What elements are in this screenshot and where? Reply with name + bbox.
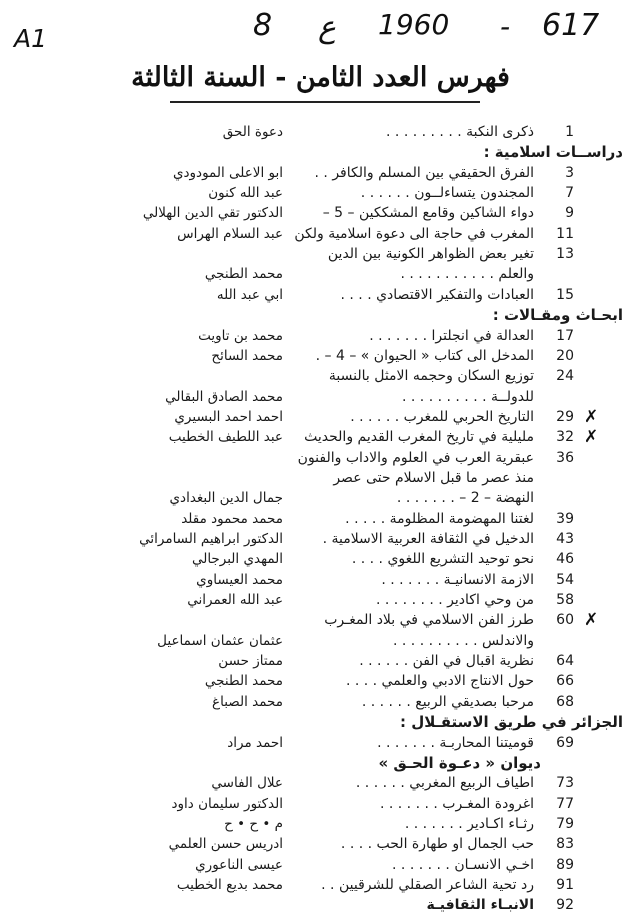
article-title: الفرق الحقيقي بين المسلم والكافر . . [314, 165, 534, 181]
title-underline [170, 101, 480, 103]
handwritten-check-mark: ✗ [584, 610, 599, 630]
section-title: دراســات اسلامية : [483, 143, 623, 161]
index-entry [0, 895, 641, 915]
index-entry [0, 590, 641, 610]
index-entry [0, 610, 641, 630]
handwritten-day: 8 [253, 8, 273, 43]
article-title: نظرية اقبال في الفن . . . . . . [359, 653, 534, 669]
page-number: 91 [556, 877, 574, 893]
handwritten-reference: 617 [542, 8, 600, 43]
index-entry [0, 814, 641, 834]
page-number: 77 [556, 796, 574, 812]
index-entry [0, 244, 641, 264]
index-entry [0, 509, 641, 529]
page-number: 11 [556, 226, 574, 242]
index-entry [0, 468, 641, 488]
page-number: 79 [556, 816, 574, 832]
index-entry [0, 570, 641, 590]
index-entry [0, 407, 641, 427]
article-title: لغتنا المهضومة المظلومة . . . . . [345, 511, 534, 527]
index-entry [0, 875, 641, 895]
page-number: 3 [565, 165, 574, 181]
article-author: عبد السلام الهراس [177, 226, 283, 242]
page-number: 89 [556, 857, 574, 873]
index-entry [0, 692, 641, 712]
article-title: توزيع السكان وحجمه الامثل بالنسبة [328, 368, 534, 384]
article-author: احمد مراد [227, 735, 283, 751]
handwritten-check-mark: ✗ [584, 407, 599, 427]
section-heading [0, 753, 641, 773]
handwritten-separator: - [500, 10, 511, 43]
article-author: ادريس حسن العلمي [168, 836, 283, 852]
index-entry [0, 733, 641, 753]
article-author: محمد محمود مقلد [181, 511, 283, 527]
article-title: طرز الفن الاسلامي في بلاد المغـرب [324, 612, 534, 628]
index-entry [0, 651, 641, 671]
article-author: ابي عبد الله [216, 287, 283, 303]
article-title: مرحبا بصديقي الربيع . . . . . . [361, 694, 534, 710]
article-author: محمد الصباغ [212, 694, 283, 710]
article-author: ممتاز حسن [218, 653, 283, 669]
index-entry [0, 183, 641, 203]
article-title: والاندلس . . . . . . . . . . [393, 633, 534, 649]
page-number: 39 [556, 511, 574, 527]
article-author: م • ح • ح [224, 816, 283, 832]
index-entry [0, 346, 641, 366]
article-author: محمد بديع الخطيب [176, 877, 283, 893]
article-title: المدخل الى كتاب « الحيوان » – 4 – . [315, 348, 534, 364]
article-title: الدخيل في الثقافة العربية الاسلامية . [322, 531, 534, 547]
article-author: محمد الصادق البقالي [165, 389, 283, 405]
page-number: 29 [556, 409, 574, 425]
article-title: المجندون يتساءلــون . . . . . . [360, 185, 534, 201]
article-author: المهدي البرجالي [191, 551, 283, 567]
page-number: 24 [556, 368, 574, 384]
article-author: محمد الطنجي [204, 266, 283, 282]
article-title: اطياف الربيع المغربي . . . . . . [355, 775, 534, 791]
section-heading [0, 142, 641, 162]
article-author: عثمان عثمان اسماعيل [157, 633, 283, 649]
page-number: 64 [556, 653, 574, 669]
article-title: والعلم . . . . . . . . . . . [400, 266, 534, 282]
article-title: تغير بعض الظواهر الكونية بين الدين [327, 246, 534, 262]
page-title: فهرس العدد الثامن - السنة الثالثة [131, 62, 510, 93]
article-title: ذكرى النكبة . . . . . . . . . [386, 124, 534, 140]
index-entry [0, 794, 641, 814]
page-number: 32 [556, 429, 574, 445]
article-title: حول الانتاج الادبي والعلمي . . . . [345, 673, 534, 689]
section-title: الجزائر في طريق الاستقـلال : [399, 713, 623, 731]
article-title: حب الجمال او طهارة الحب . . . . [340, 836, 534, 852]
index-entry [0, 387, 641, 407]
page-number: 54 [556, 572, 574, 588]
section-title: ابحـاث ومقـالات : [492, 306, 623, 324]
article-title: الازمة الانسانيـة . . . . . . . [381, 572, 534, 588]
handwritten-check-mark: ✗ [584, 427, 599, 447]
article-author: الدكتور سليمان داود [171, 796, 283, 812]
article-author: محمد السائح [211, 348, 283, 364]
section-heading [0, 712, 641, 732]
index-entry [0, 326, 641, 346]
article-author: محمد الطنجي [204, 673, 283, 689]
index-entry [0, 855, 641, 875]
article-author: الدكتور ابراهيم السامرائي [139, 531, 283, 547]
article-title: الانبـاء الثقافيـة [426, 897, 534, 913]
index-entry [0, 264, 641, 284]
page-number: 15 [556, 287, 574, 303]
index-entry [0, 448, 641, 468]
index-entry [0, 549, 641, 569]
article-title: منذ عصر ما قبل الاسلام حتى عصر [333, 470, 534, 486]
index-entry [0, 366, 641, 386]
page-number: 60 [556, 612, 574, 628]
article-title: التاريخ الحربي للمغرب . . . . . . [350, 409, 534, 425]
handwritten-month: ع [318, 10, 336, 45]
article-title: العبادات والتفكير الاقتصادي . . . . [340, 287, 534, 303]
index-entry [0, 163, 641, 183]
article-author: الدكتور تقي الدين الهلالي [142, 205, 283, 221]
article-author: جمال الدين البغدادي [169, 490, 283, 506]
index-entry [0, 203, 641, 223]
page-number: 46 [556, 551, 574, 567]
index-entry [0, 631, 641, 651]
article-title: رد تحية الشاعر الصقلي للشرقيين . . [321, 877, 534, 893]
article-title: للدولــة . . . . . . . . . . [402, 389, 534, 405]
page-number: 9 [565, 205, 574, 221]
handwritten-corner-code: A1 [14, 24, 48, 53]
page-number: 73 [556, 775, 574, 791]
index-entry [0, 224, 641, 244]
index-entry [0, 285, 641, 305]
article-title: عبقرية العرب في العلوم والاداب والفنون [297, 450, 534, 466]
page-number: 92 [556, 897, 574, 913]
page-number: 1 [565, 124, 574, 140]
index-entry [0, 488, 641, 508]
article-author: عبد اللطيف الخطيب [168, 429, 283, 445]
page-number: 36 [556, 450, 574, 466]
page-number: 66 [556, 673, 574, 689]
page-number: 58 [556, 592, 574, 608]
article-author: عبد الله العمراني [187, 592, 283, 608]
section-title: ديوان « دعـوة الحـق » [378, 754, 541, 772]
article-author: علال الفاسي [211, 775, 283, 791]
index-entry [0, 773, 641, 793]
page-number: 20 [556, 348, 574, 364]
article-title: دواء الشاكين وقامع المشككين – 5 – [322, 205, 534, 221]
page-number: 7 [565, 185, 574, 201]
section-heading [0, 305, 641, 325]
article-title: اخـي الانسـان . . . . . . . [392, 857, 534, 873]
article-author: دعوة الحق [222, 124, 283, 140]
article-author: ابو الاعلى المودودي [172, 165, 283, 181]
page-number: 43 [556, 531, 574, 547]
article-author: محمد بن تاويت [198, 328, 283, 344]
index-entry [0, 122, 641, 142]
index-entry [0, 427, 641, 447]
handwritten-year: 1960 [378, 8, 450, 41]
page-number: 83 [556, 836, 574, 852]
article-author: محمد العيساوي [196, 572, 283, 588]
article-title: قومیتنا المحاربـة . . . . . . . [377, 735, 534, 751]
article-author: احمد احمد البسيري [174, 409, 283, 425]
article-title: من وحي اكادير . . . . . . . . [375, 592, 534, 608]
index-entry [0, 834, 641, 854]
page-number: 68 [556, 694, 574, 710]
article-title: النهضة – 2 – . . . . . . . [396, 490, 534, 506]
article-title: مليلية في تاريخ المغرب القديم والحديث [304, 429, 534, 445]
article-author: عبد الله كنون [208, 185, 283, 201]
article-title: نحو توحيد التشريع اللغوي . . . . [351, 551, 534, 567]
page-number: 13 [556, 246, 574, 262]
page-number: 17 [556, 328, 574, 344]
article-author: عيسى الناعوري [195, 857, 283, 873]
article-title: اغرودة المغـرب . . . . . . . [379, 796, 534, 812]
index-entry [0, 671, 641, 691]
article-title: العدالة في انجلترا . . . . . . . [369, 328, 534, 344]
article-title: المغرب في حاجة الى دعوة اسلامية ولكن [294, 226, 534, 242]
index-entry [0, 529, 641, 549]
page-number: 69 [556, 735, 574, 751]
article-title: رثـاء اكـادير . . . . . . . [404, 816, 534, 832]
